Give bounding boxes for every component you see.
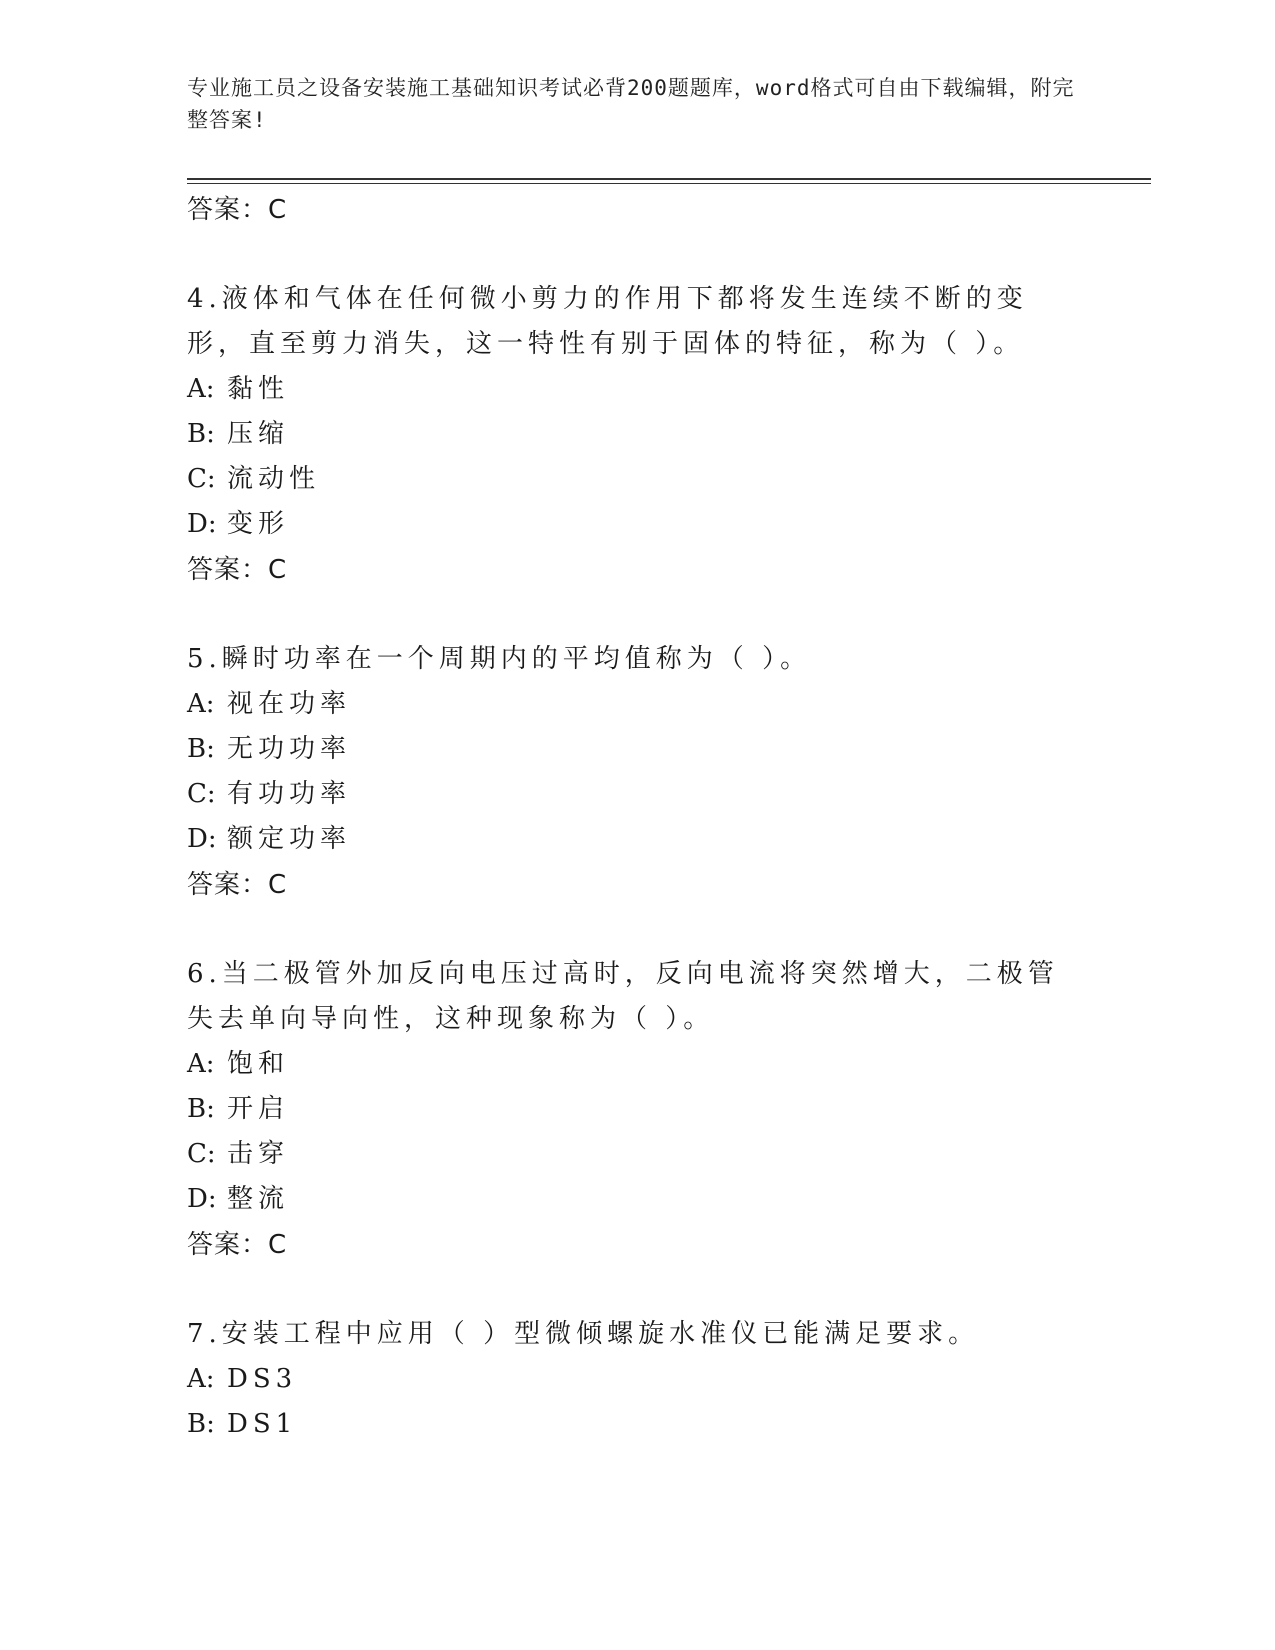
option-text: 黏性 (227, 374, 290, 404)
option-text: DS1 (227, 1409, 298, 1439)
question-block-4 (187, 277, 1087, 593)
option-letter: D: (187, 1184, 217, 1214)
answer-line: 答案：C (187, 870, 288, 900)
option-c (187, 457, 1087, 502)
question-block-5 (187, 637, 1087, 908)
option-a (187, 1042, 1087, 1087)
question-list (187, 187, 1087, 1447)
option-b (187, 727, 1087, 772)
option-letter: C: (187, 464, 216, 494)
option-text: 视在功率 (227, 689, 352, 719)
option-letter: B: (187, 734, 215, 764)
option-letter: B: (187, 1409, 215, 1439)
option-text: 开启 (227, 1094, 290, 1124)
option-a (187, 367, 1087, 412)
option-text: 整流 (227, 1184, 290, 1214)
option-a (187, 682, 1087, 727)
answer-line: 答案：C (187, 195, 288, 225)
option-letter: C: (187, 779, 216, 809)
answer-line: 答案：C (187, 555, 288, 585)
option-c (187, 772, 1087, 817)
option-b (187, 1402, 1087, 1447)
option-text: 有功功率 (227, 779, 352, 809)
answer-line: 答案：C (187, 1230, 288, 1260)
option-d (187, 817, 1087, 862)
option-b (187, 412, 1087, 457)
question-block-6 (187, 952, 1087, 1268)
option-b (187, 1087, 1087, 1132)
option-text: 压缩 (227, 419, 290, 449)
question-block-7 (187, 1312, 1087, 1447)
question-stem: 7.安装工程中应用（ ）型微倾螺旋水准仪已能满足要求。 (187, 1319, 980, 1349)
option-d (187, 1177, 1087, 1222)
option-text: 额定功率 (227, 824, 352, 854)
header-rule-thin (187, 183, 1151, 184)
question-stem: 5.瞬时功率在一个周期内的平均值称为（ ）。 (187, 644, 812, 674)
header-rule-thick (187, 178, 1151, 180)
option-letter: A: (187, 689, 215, 719)
option-letter: A: (187, 1049, 215, 1079)
question-stem: 6.当二极管外加反向电压过高时，反向电流将突然增大，二极管失去单向导向性，这种现象称为（ ）。 (187, 959, 1059, 1034)
option-letter: D: (187, 824, 217, 854)
option-text: 无功功率 (227, 734, 352, 764)
option-letter: A: (187, 1364, 215, 1394)
option-letter: B: (187, 1094, 215, 1124)
option-a (187, 1357, 1087, 1402)
option-letter: A: (187, 374, 215, 404)
option-d (187, 502, 1087, 547)
option-text: 流动性 (227, 464, 321, 494)
page-header: 专业施工员之设备安装施工基础知识考试必背200题题库，word格式可自由下载编辑，附完整答案! (187, 76, 1075, 132)
option-letter: C: (187, 1139, 216, 1169)
option-letter: B: (187, 419, 215, 449)
option-text: 饱和 (227, 1049, 290, 1079)
option-letter: D: (187, 509, 217, 539)
option-text: 变形 (227, 509, 290, 539)
option-text: 击穿 (227, 1139, 290, 1169)
option-c (187, 1132, 1087, 1177)
question-stem: 4.液体和气体在任何微小剪力的作用下都将发生连续不断的变形，直至剪力消失，这一特性有别于固体的特征，称为（ ）。 (187, 284, 1028, 359)
option-text: DS3 (227, 1364, 298, 1394)
